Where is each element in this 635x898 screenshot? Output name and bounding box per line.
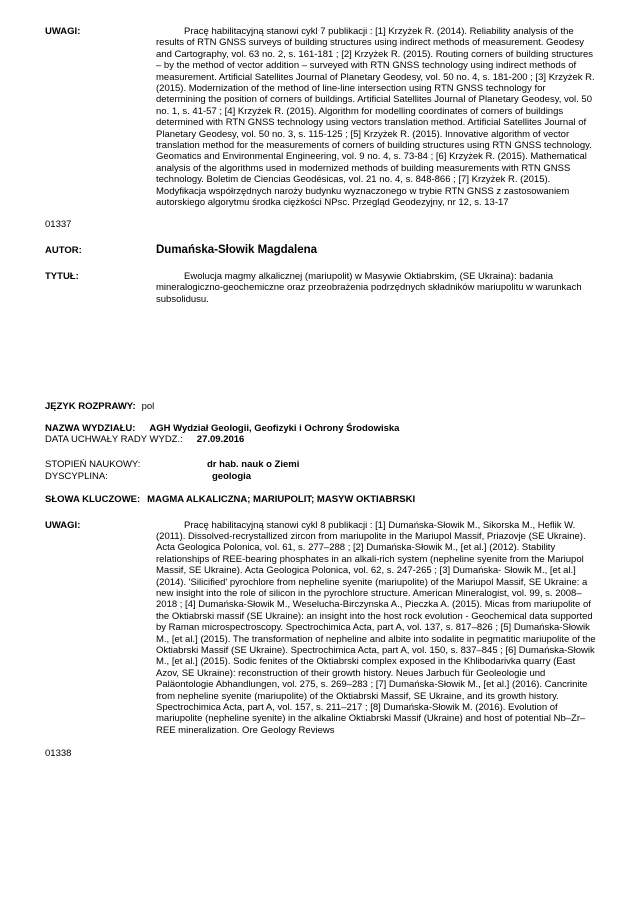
language-row	[45, 401, 597, 412]
spacer	[45, 230, 597, 245]
record-id: 01337	[45, 218, 72, 230]
discipline-value: geologia	[212, 470, 252, 482]
keywords-row	[45, 494, 597, 505]
title-label: TYTUŁ:	[45, 270, 79, 282]
spacer	[45, 413, 597, 423]
remarks-text: Pracę habilitacyjną stanowi cykl 8 publikacji : [1] Dumańska-Słowik M., Sikorska M., Heflik W. (2011). Dissolved-recrystallized zircon from mariupolite in the Mariupol Massif, Priazovje (SE Ukraine). Acta Geologica Polonica, vol. 61, s. 277–288 ; [2] Dumańska-Słowik M., [et al.] (2012). Stability relationships of REE-bearing phosphates in an alkali-rich system (nepheline syenite from the Mariupol Massif, SE Ukraine). Acta Geologica Polonica, vol. 62, s. 247-265 ; [3] Dumańska- Słowik M., [et al.] (2014). 'Silicified' pyrochlore from nepheline syenite (mariupolite) of the Mariupol Massif, SE Ukraine: a new insight into the role of silicon in the pyrochlore structure. American Mineralogist, vol. 99, s. 2008–2018 ; [4] Dumańska-Słowik M., Weselucha-Birczynska A., Pieczka A. (2015). Micas from mariupolite of the Oktiabrski massif (SE Ukraine): an insight into the host rock evolution - Geochemical data supported by Raman microspectroscopy. Spectrochimica Acta, part A, vol. 137, s. 817–826 ; [5] Dumańska-Słowik M., [et al.] (2015). The transformation of nepheline and albite into sodalite in pegmatitic mariupolite of the Oktiabrski Massif (SE Ukraine). Spectrochimica Acta, part A, vol. 150, s. 837–845 ; [6] Dumańska-Słowik M., [et al.] (2015). Sodic fenites of the Oktiabrski complex exposed in the Khlibodarivka quarry (East Azov, SE Ukraine): reconstruction of their growth history. Neues Jarbuch für Geoleologie und Paläontologie Abhandlungen, vol. 275, s. 269–283 ; [7] Dumańska-Słowik M., [et al.] (2016). Cancrinite from nepheline syenite (mariupolite) of the Oktiabrski Massif, SE Ukraine, and its growth history. Spectrochimica Acta, part A, vol. 157, s. 211–217 ; [8] Dumańska-Słowik M. (2016). Evolution of mariupolite (nepheline syenite) in the alkaline Oktiabrski Massif (Ukraine) and host of potential Nb–Zr–REE mineralization. Ore Geology Reviews	[156, 519, 596, 736]
council-date-label: DATA UCHWAŁY RADY WYDZ.:	[45, 433, 183, 445]
remarks-row-record1	[45, 26, 597, 209]
keywords-label: SŁOWA KLUCZOWE:	[45, 494, 141, 506]
faculty-row	[45, 423, 597, 434]
author-name: Dumańska-Słowik Magdalena	[156, 243, 318, 256]
discipline-label: DYSCYPLINA:	[45, 470, 108, 482]
author-label: AUTOR:	[45, 244, 82, 256]
spacer	[45, 257, 597, 271]
discipline-row	[45, 471, 597, 482]
title-text: Ewolucja magmy alkalicznej (mariupolit) w Masywie Oktiabrskim, (SE Ukraina): badania mineralogiczno-geochemiczne oraz przeobrażenia podrzędnych składników mariupolitu w warunkach subsolidusu.	[156, 270, 582, 305]
spacer	[45, 506, 597, 520]
language-label: JĘZYK ROZPRAWY:	[45, 401, 136, 413]
council-date-value: 27.09.2016	[196, 433, 245, 445]
remarks-text: Pracę habilitacyjną stanowi cykl 7 publikacji : [1] Krzyżek R. (2014). Reliability analysis of the results of RTN GNSS surveys of building structures using indirect methods of measurement. Geodesy and Cartography, vol. 63 no. 2, s. 161-181 ; [2] Krzyżek R. (2015). Routing corners of building structures – by the method of vector addition – surveyed with RTN GNSS technology using indirect methods of measurement. Artificial Satellites Journal of Planetary Geodesy, vol. 50 no. 4, s. 181-200 ; [3] Krzyżek R. (2015). Modernization of the method of line-line intersection using RTN GNSS technology for determining the position of corners of buildings. Artificial Satellites Journal of Planetary Geodesy, vol. 50 no. 1, s. 41-57 ; [4] Krzyżek R. (2015). Algorithm for modelling coordinates of corners of buildings determined with RTN GNSS technology using vectors translation method. Artificial Satellites Journal of Planetary Geodesy, vol. 50 no. 3, s. 115-125 ; [5] Krzyżek R. (2015). Innovative algorithm of vector translation method for the measurements of corners of building structures using RTN GNSS technology. Geomatics and Environmental Engineering, vol. 9 no. 4, s. 73-84 ; [6] Krzyżek R. (2015). Mathematical analysis of the algorithms used in modernized methods of building measurements with RTN GNSS technology. Boletim de Ciencias Geodésicas, vol. 21 no. 4, s. 848-866 ; [7] Krzyżek R. (2015). Modyfikacja współrzędnych naroży budynku wyznaczonego w trybie RTN GNSS z zastosowaniem autorskiego algorytmu środka ciężkości NPsc. Przegląd Geodezyjny, nr 12, s. 13-17	[156, 26, 595, 209]
remarks-row-record2	[45, 520, 597, 737]
language-value: pol	[141, 401, 155, 413]
spacer	[45, 209, 597, 219]
spacer	[45, 736, 597, 748]
spacer	[45, 482, 597, 494]
record-id: 01338	[45, 748, 72, 760]
faculty-label: NAZWA WYDZIAŁU:	[45, 422, 136, 434]
author-row	[45, 245, 597, 257]
degree-label: STOPIEŃ NAUKOWY:	[45, 459, 141, 471]
keywords-value: MAGMA ALKALICZNA; MARIUPOLIT; MASYW OKTIABRSKI	[147, 494, 416, 506]
degree-row	[45, 459, 597, 470]
remarks-label: UWAGI:	[45, 519, 81, 531]
degree-value: dr hab. nauk o Ziemi	[207, 459, 300, 471]
spacer	[45, 305, 597, 401]
faculty-value: AGH Wydział Geologii, Geofizyki i Ochrony Środowiska	[149, 422, 400, 434]
spacer	[45, 445, 597, 459]
title-row	[45, 271, 597, 305]
council-date-row	[45, 434, 597, 445]
remarks-label: UWAGI:	[45, 26, 81, 37]
